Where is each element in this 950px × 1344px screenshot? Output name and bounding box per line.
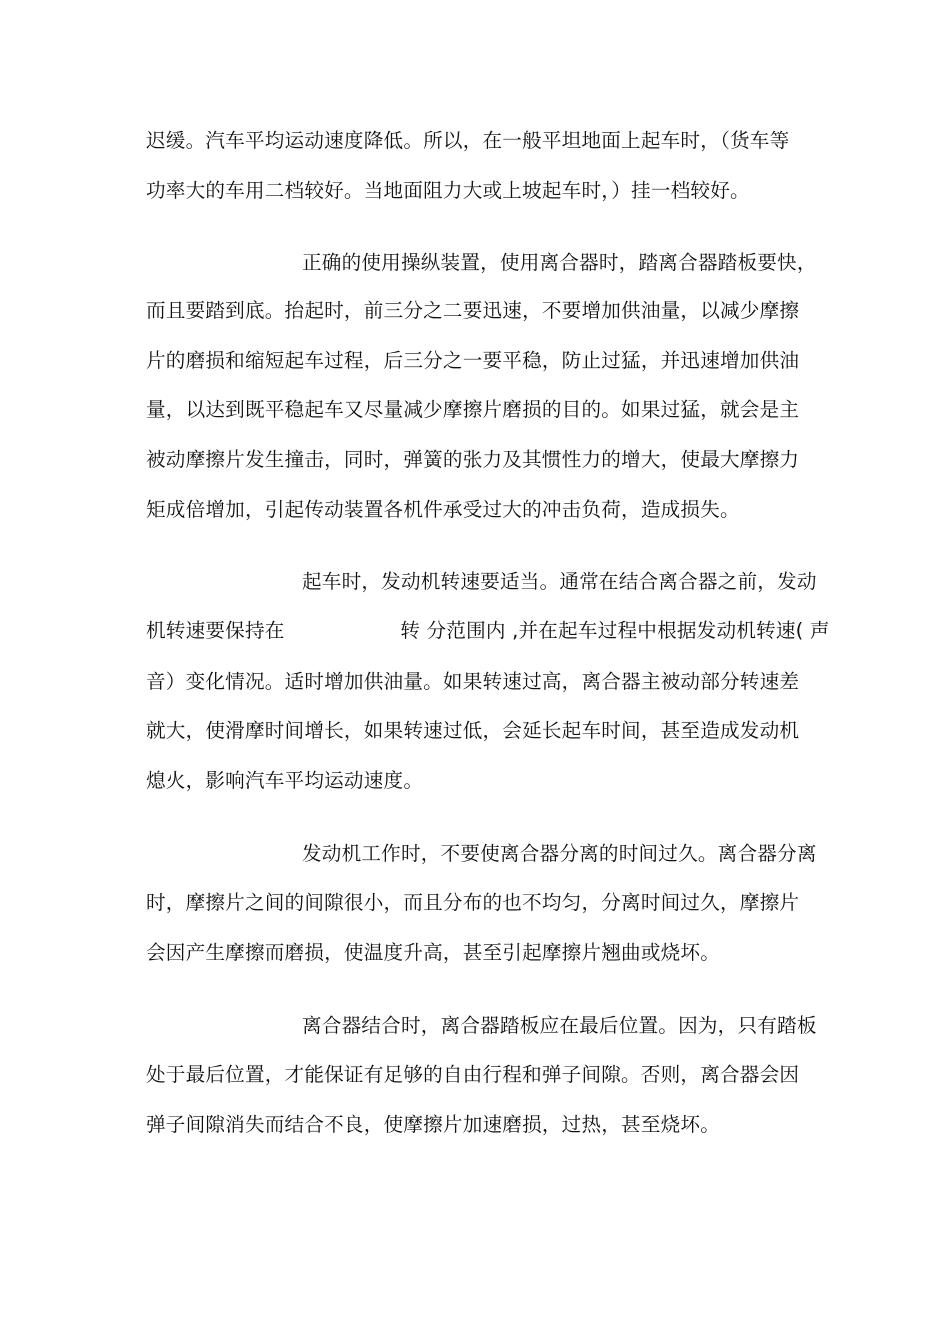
paragraph-line: 熄火，影响汽车平均运动速度。 [146,769,424,792]
paragraph-line: 迟缓。汽车平均运动速度降低。所以，在一般平坦地面上起车时，（货车等 [146,129,790,152]
paragraph-line: 弹子间隙消失而结合不良，使摩擦片加速磨损，过热，甚至烧坏。 [146,1113,721,1136]
paragraph-line: 正确的使用操纵装置，使用离合器时，踏离合器踏板要快， [302,251,817,274]
paragraph-line: 量，以达到既平稳起车又尽量减少摩擦片磨损的目的。如果过猛，就会是主 [146,398,800,421]
paragraph-line: 功率大的车用二档较好。当地面阻力大或上坡起车时，）挂一档较好。 [146,179,750,202]
paragraph-line: 被动摩擦片发生撞击，同时，弹簧的张力及其惯性力的增大，使最大摩擦力 [146,448,800,471]
paragraph-line: 会因产生摩擦而磨损，使温度升高，甚至引起摩擦片翘曲或烧坏。 [146,941,721,964]
paragraph-line: 时，摩擦片之间的间隙很小，而且分布的也不均匀，分离时间过久，摩擦片 [146,891,800,914]
paragraph-line: 机转速要保持在 转 分范围内 ,并在起车过程中根据发动机转速( 声 [146,619,830,642]
paragraph-line: 而且要踏到底。抬起时，前三分之二要迅速，不要增加供油量，以减少摩擦 [146,299,800,322]
paragraph-line: 矩成倍增加，引起传动装置各机件承受过大的冲击负荷，造成损失。 [146,498,740,521]
paragraph-line: 离合器结合时，离合器踏板应在最后位置。因为，只有踏板 [302,1014,817,1037]
paragraph-line: 起车时，发动机转速要适当。通常在结合离合器之前，发动 [302,570,817,593]
paragraph-line: 处于最后位置，才能保证有足够的自由行程和弹子间隙。否则，离合器会因 [146,1063,800,1086]
paragraph-line: 就大，使滑摩时间增长，如果转速过低，会延长起车时间，甚至造成发动机 [146,719,800,742]
paragraph-line: 片的磨损和缩短起车过程，后三分之一要平稳，防止过猛，并迅速增加供油 [146,349,800,372]
paragraph-line: 发动机工作时，不要使离合器分离的时间过久。离合器分离 [302,842,817,865]
paragraph-line: 音）变化情况。适时增加供油量。如果转速过高，离合器主被动部分转速差 [146,670,800,693]
